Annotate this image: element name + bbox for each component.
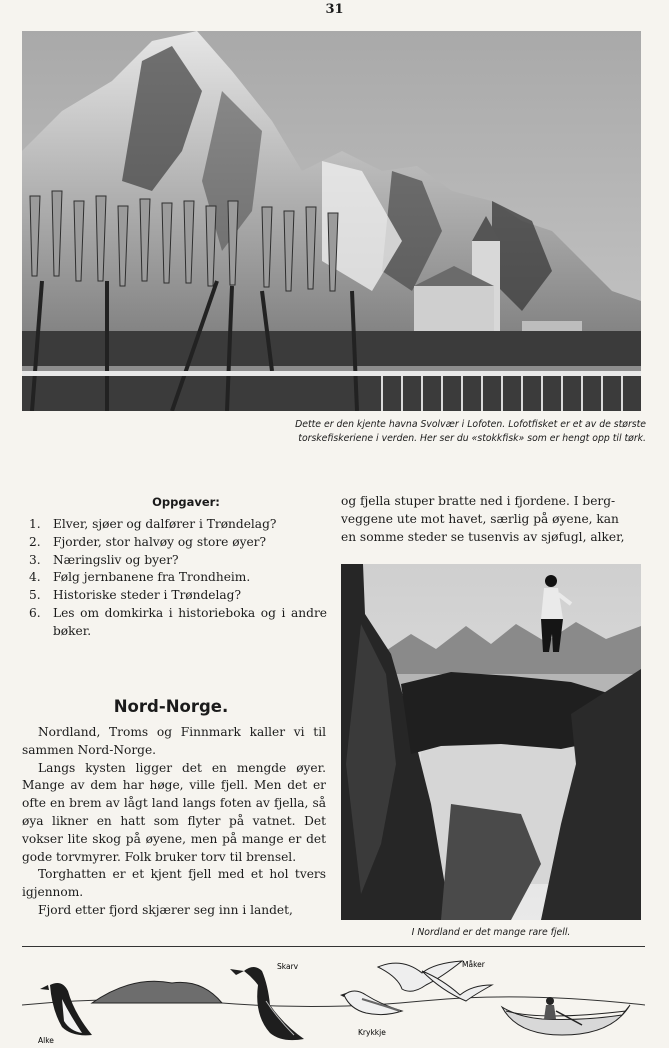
paragraph: Nordland, Troms og Finnmark kaller vi til sammen Nord-Norge. (22, 725, 326, 757)
right-column-text (341, 493, 647, 546)
item-text: Les om domkirka i historieboka og i andre bøker. (53, 605, 327, 638)
list-item (27, 552, 327, 570)
text-line: en somme steder se tusenvis av sjøfugl, alker, (341, 529, 625, 544)
paragraph: Langs kysten ligger det en mengde øyer. Mange av dem har høge, ville fjell. Men det er ofte en brem av lågt land langs foten av fjella, så øya likner en hatt som flyter på vatnet. Det vokser lite skog på øyene, men på mange er det gode torvmyrer. Folk bruker torv til brensel. (22, 760, 326, 864)
page-number: 31 (325, 2, 344, 17)
krykkje-icon (340, 991, 402, 1015)
item-number: 6. (29, 605, 41, 620)
caption-line: Dette er den kjente havna Svolvær i Lofoten. Lofotfisket er et av de største (295, 419, 646, 430)
caption-line: torskefiskeriene i verden. Her ser du «stokkfisk» som er hengt opp til tørk. (298, 433, 646, 444)
alke-icon (40, 983, 92, 1035)
list-item (27, 569, 327, 587)
text-line: og fjella stuper bratte ned i fjordene. I berg- (341, 494, 616, 508)
label-krykkje: Krykkje (358, 1028, 386, 1037)
list-item (27, 534, 327, 552)
item-text: Historiske steder i Trøndelag? (53, 588, 241, 603)
photo-caption: I Nordland er det mange rare fjell. (411, 927, 571, 938)
item-text: Følg jernbanene fra Trondheim. (53, 570, 251, 585)
divider (22, 946, 645, 947)
item-text: Næringsliv og byer? (53, 552, 179, 567)
tasks-heading: Oppgaver: (152, 495, 220, 509)
list-item (27, 605, 327, 641)
item-text: Elver, sjøer og dalfører i Trøndelag? (53, 517, 277, 531)
boat-icon (502, 997, 630, 1035)
item-number: 1. (29, 517, 41, 531)
photo-caption (210, 418, 646, 446)
text-line: veggene ute mot havet, særlig på øyene, kan (341, 511, 619, 526)
item-number: 2. (29, 534, 41, 549)
item-number: 4. (29, 570, 41, 585)
svolvaer-photo (22, 31, 641, 411)
bird-illustration (22, 955, 645, 1044)
body-text (22, 724, 326, 920)
paragraph: Fjord etter fjord skjærer seg inn i landet, (38, 902, 293, 917)
list-item (27, 516, 327, 534)
tasks-list (27, 516, 327, 641)
item-number: 5. (29, 588, 41, 603)
item-text: Fjorder, stor halvøy og store øyer? (53, 534, 267, 549)
skarv-icon (230, 967, 304, 1040)
paragraph: Torghatten er et kjent fjell med et hol tvers igjennom. (22, 867, 326, 900)
label-skarv: Skarv (277, 962, 299, 971)
label-alke: Alke (38, 1036, 54, 1044)
list-item (27, 587, 327, 605)
item-number: 3. (29, 552, 41, 567)
rock-arch-photo (341, 564, 641, 920)
label-maker: Måker (462, 960, 485, 969)
section-heading: Nord-Norge. (113, 697, 229, 716)
